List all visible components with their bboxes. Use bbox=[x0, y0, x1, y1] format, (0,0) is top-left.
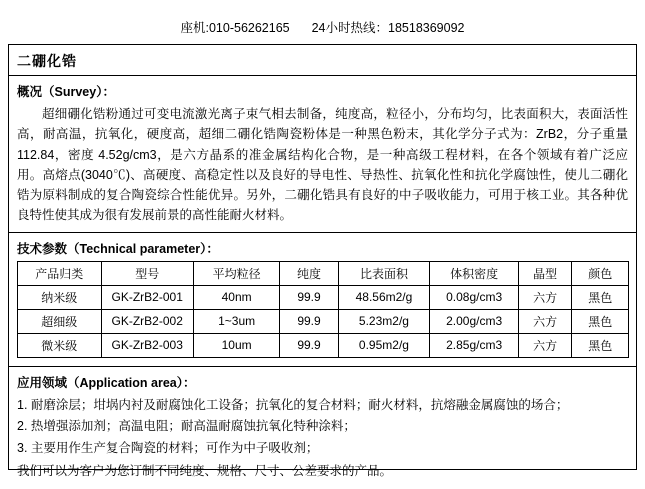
cell-model: GK-ZrB2-001 bbox=[101, 285, 193, 309]
cell-surface-area: 0.95m2/g bbox=[338, 333, 430, 357]
survey-section bbox=[9, 76, 636, 232]
cell-crystal-form: 六方 bbox=[518, 285, 572, 309]
cell-surface-area: 48.56m2/g bbox=[338, 285, 430, 309]
cell-purity: 99.9 bbox=[280, 285, 338, 309]
col-header-color: 颜色 bbox=[572, 261, 629, 285]
col-header-surface-area: 比表面积 bbox=[338, 261, 430, 285]
list-item: 3. 主要用作生产复合陶瓷的材料；可作为中子吸收剂； bbox=[17, 440, 319, 455]
cell-bulk-density: 2.00g/cm3 bbox=[430, 309, 519, 333]
document-body bbox=[8, 44, 637, 478]
cell-bulk-density: 0.08g/cm3 bbox=[430, 285, 519, 309]
cell-category: 微米级 bbox=[18, 333, 102, 357]
list-item: 1. 耐磨涂层；坩埚内衬及耐腐蚀化工设备；抗氧化的复合材料；耐火材料，抗熔融金属腐蚀的场合； bbox=[17, 397, 569, 412]
col-header-purity: 纯度 bbox=[280, 261, 338, 285]
col-header-bulk-density: 体积密度 bbox=[430, 261, 519, 285]
cell-particle-size: 40nm bbox=[193, 285, 280, 309]
spec-table bbox=[17, 261, 629, 358]
cell-surface-area: 5.23m2/g bbox=[338, 309, 430, 333]
cell-crystal-form: 六方 bbox=[518, 333, 572, 357]
application-footer: 我们可以为客户为您订制不同纯度、规格、尺寸、公差要求的产品。 bbox=[17, 464, 393, 478]
application-heading: 应用领域（Application area）： bbox=[17, 375, 196, 390]
technical-heading: 技术参数（Technical parameter）： bbox=[17, 241, 219, 256]
col-header-crystal-form: 晶型 bbox=[518, 261, 572, 285]
survey-paragraph: 超细硼化锆粉通过可变电流激光离子束气相去制备，纯度高，粒径小，分布均匀，比表面积大，表面活性高，耐高温，抗氧化，硬度高，超细二硼化锆陶瓷粉体是一种黑色粉末，其化学分子式为：ZrB2，分子重量 112.84，密度 4.52g/cm3，是六方晶系的准金属结构化合物，是一种高级工程材料，在各个领域有着广泛应用。高熔点(3040℃)、高硬度、高稳定性以及良好的导电性、导热性、抗氧化性和抗化学腐蚀性，使儿二硼化锆为原料制成的复合陶瓷综合性能优异。另外，二硼化锆具有良好的中子吸收能力，可用于核工业。其各种优良特性使其成为很有发展前景的高性能耐火材料。 bbox=[17, 107, 628, 223]
cell-model: GK-ZrB2-003 bbox=[101, 333, 193, 357]
table-row bbox=[18, 309, 629, 333]
application-list bbox=[17, 395, 628, 460]
cell-color: 黑色 bbox=[572, 333, 629, 357]
list-item: 2. 热增强添加剂；高温电阻；耐高温耐腐蚀抗氧化特种涂料； bbox=[17, 419, 356, 433]
cell-purity: 99.9 bbox=[280, 333, 338, 357]
application-section bbox=[9, 367, 636, 489]
cell-category: 超细级 bbox=[18, 309, 102, 333]
cell-particle-size: 10um bbox=[193, 333, 280, 357]
cell-category: 纳米级 bbox=[18, 285, 102, 309]
contact-bar bbox=[0, 0, 645, 40]
table-row bbox=[18, 333, 629, 357]
table-header-row bbox=[18, 261, 629, 285]
phone-text: 座机:010-56262165 bbox=[180, 21, 290, 35]
col-header-particle-size: 平均粒径 bbox=[193, 261, 280, 285]
cell-purity: 99.9 bbox=[280, 309, 338, 333]
survey-heading: 概况（Survey）： bbox=[17, 85, 115, 99]
col-header-category: 产品归类 bbox=[18, 261, 102, 285]
cell-crystal-form: 六方 bbox=[518, 309, 572, 333]
table-row bbox=[18, 285, 629, 309]
cell-color: 黑色 bbox=[572, 309, 629, 333]
col-header-model: 型号 bbox=[101, 261, 193, 285]
cell-bulk-density: 2.85g/cm3 bbox=[430, 333, 519, 357]
technical-section bbox=[9, 233, 636, 366]
cell-particle-size: 1~3um bbox=[193, 309, 280, 333]
hotline-text: 24小时热线：18518369092 bbox=[311, 21, 465, 35]
cell-model: GK-ZrB2-002 bbox=[101, 309, 193, 333]
page-title: 二硼化锆 bbox=[17, 53, 77, 69]
cell-color: 黑色 bbox=[572, 285, 629, 309]
